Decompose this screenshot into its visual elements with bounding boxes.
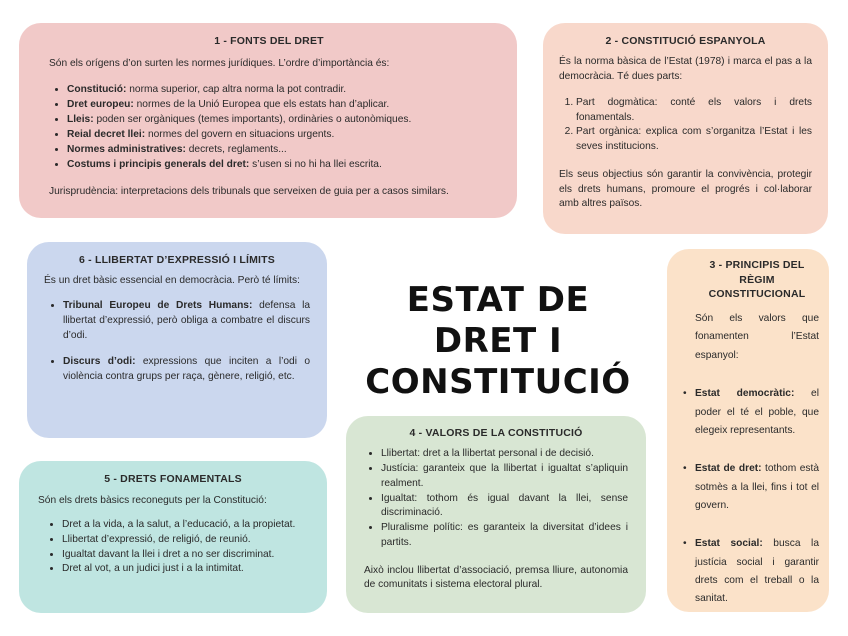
parts-list [559,96,812,155]
list-item: • Dret al vot, a un judici just i a la intimitat. [62,562,308,577]
item-term: Normes administratives: [67,144,186,155]
item-term: Estat democràtic: [695,388,795,400]
item-text: el poder el té el poble, que elegeix representants. [695,388,819,436]
item-term: Constitució: [67,84,127,95]
list-item [67,112,489,127]
card-intro: Són els valors que fonamenten l’Estat espanyol: [695,313,819,361]
list-item: 1. Part dogmàtica: conté els valors i drets fonamentals. [576,96,812,126]
item-text: tothom està sotmès a la llei, fins i tot el govern. [695,463,819,511]
item-text: normes de la Unió Europea que els estats han d’aplicar. [133,99,390,110]
list-item: • Igualtat: tothom és igual davant la llei, sense discriminació. [381,492,628,522]
card-principis-regim-constitucional [667,249,829,612]
item-term: Lleis: [67,114,94,125]
card-intro: És un dret bàsic essencial en democràcia. Però té límits: [44,275,300,287]
item-term: Reial decret llei: [67,129,146,140]
item-term: Estat social: [695,538,763,550]
item-term: Tribunal Europeu de Drets Humans: [63,300,253,311]
item-text: normes del govern en situacions urgents. [145,129,335,140]
card-footer: Els seus objectius són garantir la convivència, protegir els drets humans, promoure el progrés i col·laborar amb altres països. [559,168,812,210]
item-text: busca la justícia social i garantir drets com el treball o la sanitat. [695,538,819,605]
list-item [67,127,489,142]
list-item [67,142,489,157]
list-item: • Llibertat d’expressió, de religió, de reunió. [62,533,308,548]
item-text: defensa la llibertat d’expressió, però obliga a combatre el discurs d’odi. [63,300,311,341]
list-item: • Pluralisme polític: es garanteix la diversitat d’idees i partits. [381,521,628,551]
list-item: • Justícia: garanteix que la llibertat i igualtat s’apliquin realment. [381,462,628,492]
card-intro: Són els orígens d’on surten les normes jurídiques. L’ordre d’importància és: [49,58,390,70]
card-title: 1 - FONTS DEL DRET [214,35,324,47]
sources-list [49,82,489,172]
card-footer: Jurisprudència: interpretacions dels tribunals que serveixen de guia per a casos similars. [49,186,449,197]
item-term: Dret europeu: [67,99,134,110]
list-item: • Llibertat: dret a la llibertat personal i de decisió. [381,447,628,462]
card-footer: Això inclou llibertat d’associació, premsa lliure, autonomia de comunitats i sistema electoral plural. [364,564,628,591]
card-llibertat-expressio [27,242,327,438]
card-intro: Són els drets bàsics reconeguts per la Constitució: [38,495,267,507]
card-constitucio-espanyola [543,23,828,234]
item-text: s’usen si no hi ha llei escrita. [249,159,382,170]
list-item [63,299,310,343]
card-intro: És la norma bàsica de l’Estat (1978) i marca el pas a la democràcia. Té dues parts: [559,56,812,82]
rights-list [38,518,308,577]
list-item [695,535,819,608]
item-term: Discurs d’odi: [63,356,136,368]
item-term: Estat de dret: [695,463,762,475]
list-item: • Igualtat davant la llei i dret a no ser discriminat. [62,548,308,563]
card-title: 4 - VALORS DE LA CONSTITUCIÓ [409,427,583,439]
limits-list [44,299,310,385]
list-item [67,157,489,172]
card-title: 6 - LLIBERTAT D’EXPRESSIÓ I LÍMITS [78,254,275,266]
list-item [63,355,310,385]
list-item [695,460,819,515]
list-item: 2. Part orgànica: explica com s’organitza l’Estat i les seves institucions. [576,125,812,155]
card-title: 3 - PRINCIPIS DEL RÈGIM CONSTITUCIONAL [708,259,806,301]
values-list [364,447,628,550]
item-text: decrets, reglaments... [185,144,287,155]
card-fonts-del-dret [19,23,517,218]
list-item [67,97,489,112]
card-title: 2 - CONSTITUCIÓ ESPANYOLA [605,35,766,47]
item-text: norma superior, cap altra norma la pot contradir. [126,84,347,95]
page-title: ESTAT DE DRET I CONSTITUCIÓ [365,280,631,402]
item-text: poden ser orgàniques (temes importants), ordinàries o autonòmiques. [93,114,412,125]
item-term: Costums i principis generals del dret: [67,159,250,170]
card-valors-constitucio [346,416,646,613]
card-drets-fonamentals [19,461,327,613]
list-item [67,82,489,97]
item-text: expressions que inciten a l’odi o violència contra grups per raça, gènere, religió, etc. [63,356,310,383]
list-item: • Dret a la vida, a la salut, a l’educació, a la propietat. [62,518,308,533]
principles-list [695,385,819,609]
card-title: 5 - DRETS FONAMENTALS [104,473,242,485]
list-item [695,385,819,440]
